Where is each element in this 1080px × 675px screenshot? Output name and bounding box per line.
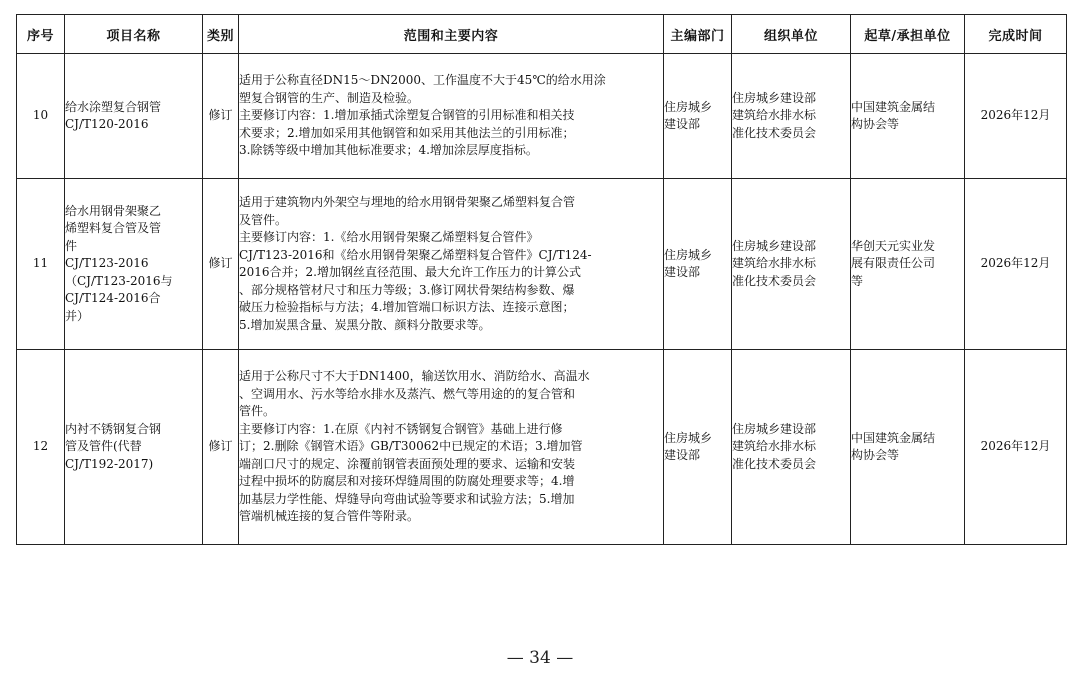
scope-line: 塑复合钢管的生产、制造及检验。	[239, 90, 420, 105]
org-line: 准化技术委员会	[732, 273, 817, 288]
drafting-unit	[851, 54, 965, 179]
editor-dept	[664, 350, 732, 545]
project-name-line: 内衬不锈钢复合钢	[65, 421, 162, 436]
scope-line: 管件。	[239, 404, 276, 419]
org-line: 建筑给水排水标	[732, 108, 817, 123]
org-line: 住房城乡建设部	[732, 238, 817, 253]
header-no: 序号	[17, 15, 65, 54]
project-scope	[239, 350, 664, 545]
project-name-line: CJ/T120-2016	[65, 117, 149, 131]
scope-line: 破压力检验指标与方法；4.增加管端口标识方法、连接示意图；	[239, 300, 575, 314]
scope-line: 加基层力学性能、焊缝导向弯曲试验等要求和试验方法；5.增加	[239, 491, 575, 506]
org-line: 住房城乡建设部	[732, 90, 817, 105]
scope-line: 主要修订内容：1.增加承插式涂塑复合钢管的引用标准和相关技	[239, 108, 575, 123]
project-type: 修订	[203, 179, 239, 350]
scope-line: 术要求；2.增加如采用其他钢管和如采用其他法兰的引用标准；	[239, 125, 575, 140]
completion-date: 2026年12月	[965, 54, 1067, 179]
project-type: 修订	[203, 54, 239, 179]
project-name-line: CJ/T124-2016合	[65, 291, 161, 306]
scope-line: 5.增加炭黑含量、炭黑分散、颜料分散要求等。	[239, 317, 491, 332]
project-name-line: 给水用钢骨架聚乙	[65, 203, 162, 218]
table-row	[17, 54, 1067, 179]
project-name-line: 烯塑料复合管及管	[65, 221, 162, 236]
scope-line: 主要修订内容：1.《给水用钢骨架聚乙烯塑料复合管件》	[239, 230, 539, 244]
drafter-line: 中国建筑金属结	[851, 99, 936, 114]
project-name-line: 并）	[65, 308, 90, 323]
editor-dept	[664, 179, 732, 350]
project-name-line: CJ/T192-2017)	[65, 456, 154, 471]
project-name-line: 给水涂塑复合钢管	[65, 99, 162, 114]
drafter-line: 展有限责任公司	[851, 256, 936, 271]
org-line: 建筑给水排水标	[732, 439, 817, 454]
org-line: 住房城乡建设部	[732, 421, 817, 436]
scope-line: 过程中损坏的防腐层和对接环焊缝周围的防腐处理要求等；4.增	[239, 474, 575, 489]
org-line: 准化技术委员会	[732, 125, 817, 140]
table-row	[17, 350, 1067, 545]
header-dept: 主编部门	[664, 15, 732, 54]
editor-dept	[664, 54, 732, 179]
row-number: 12	[17, 350, 65, 545]
scope-line: 、空调用水、污水等给水排水及蒸汽、燃气等用途的的复合管和	[239, 386, 576, 401]
project-scope	[239, 179, 664, 350]
drafting-unit	[851, 179, 965, 350]
scope-line: 订；2.删除《钢管术语》GB/T30062中已规定的术语；3.增加管	[239, 439, 583, 454]
project-name-line: 件	[65, 238, 78, 253]
project-name-line: CJ/T123-2016	[65, 256, 149, 271]
drafter-line: 构协会等	[851, 117, 900, 131]
drafter-line: 构协会等	[851, 448, 900, 462]
dept-line: 建设部	[664, 265, 701, 279]
scope-line: 2016合并；2.增加钢丝直径范围、最大允许工作压力的计算公式	[239, 265, 581, 279]
project-type: 修订	[203, 350, 239, 545]
completion-date: 2026年12月	[965, 350, 1067, 545]
dept-line: 建设部	[664, 117, 701, 131]
dept-line: 住房城乡	[664, 99, 713, 114]
header-type: 类别	[203, 15, 239, 54]
organizing-unit	[732, 179, 851, 350]
row-number: 11	[17, 179, 65, 350]
org-line: 建筑给水排水标	[732, 256, 817, 271]
drafter-line: 中国建筑金属结	[851, 430, 936, 445]
scope-line: 管端机械连接的复合管件等附录。	[239, 509, 420, 524]
completion-date: 2026年12月	[965, 179, 1067, 350]
project-name	[65, 179, 203, 350]
scope-line: 及管件。	[239, 212, 288, 227]
scope-line: 端剖口尺寸的规定、涂覆前钢管表面预处理的要求、运输和安装	[239, 456, 576, 471]
dept-line: 住房城乡	[664, 247, 713, 262]
header-scope: 范围和主要内容	[239, 15, 664, 54]
drafter-line: 华创天元实业发	[851, 238, 936, 253]
scope-line: 适用于公称直径DN15～DN2000、工作温度不大于45℃的给水用涂	[239, 73, 606, 88]
standards-table	[16, 14, 1067, 545]
project-name-line: （CJ/T123-2016与	[65, 273, 173, 288]
table-row	[17, 179, 1067, 350]
dept-line: 建设部	[664, 448, 701, 462]
drafter-line: 等	[851, 273, 864, 288]
scope-line: 适用于建筑物内外架空与埋地的给水用钢骨架聚乙烯塑料复合管	[239, 195, 576, 209]
scope-line: 3.除锈等级中增加其他标准要求；4.增加涂层厚度指标。	[239, 143, 538, 158]
page-number: — 34 —	[506, 648, 574, 668]
org-line: 准化技术委员会	[732, 456, 817, 471]
project-name	[65, 350, 203, 545]
organizing-unit	[732, 350, 851, 545]
scope-line: 、部分规格管材尺寸和压力等级；3.修订网状骨架结构参数、爆	[239, 282, 575, 297]
header-org: 组织单位	[732, 15, 851, 54]
row-number: 10	[17, 54, 65, 179]
project-name-line: 管及管件(代替	[65, 439, 142, 454]
drafting-unit	[851, 350, 965, 545]
scope-line: 适用于公称尺寸不大于DN1400，输送饮用水、消防给水、高温水	[239, 369, 590, 384]
header-row	[17, 15, 1067, 54]
project-scope	[239, 54, 664, 179]
organizing-unit	[732, 54, 851, 179]
scope-line: 主要修订内容：1.在原《内衬不锈钢复合钢管》基础上进行修	[239, 421, 563, 436]
header-name: 项目名称	[65, 15, 203, 54]
header-drafter: 起草/承担单位	[851, 15, 965, 54]
project-name	[65, 54, 203, 179]
scope-line: CJ/T123-2016和《给水用钢骨架聚乙烯塑料复合管件》CJ/T124-	[239, 247, 592, 262]
header-date: 完成时间	[965, 15, 1067, 54]
dept-line: 住房城乡	[664, 430, 713, 445]
